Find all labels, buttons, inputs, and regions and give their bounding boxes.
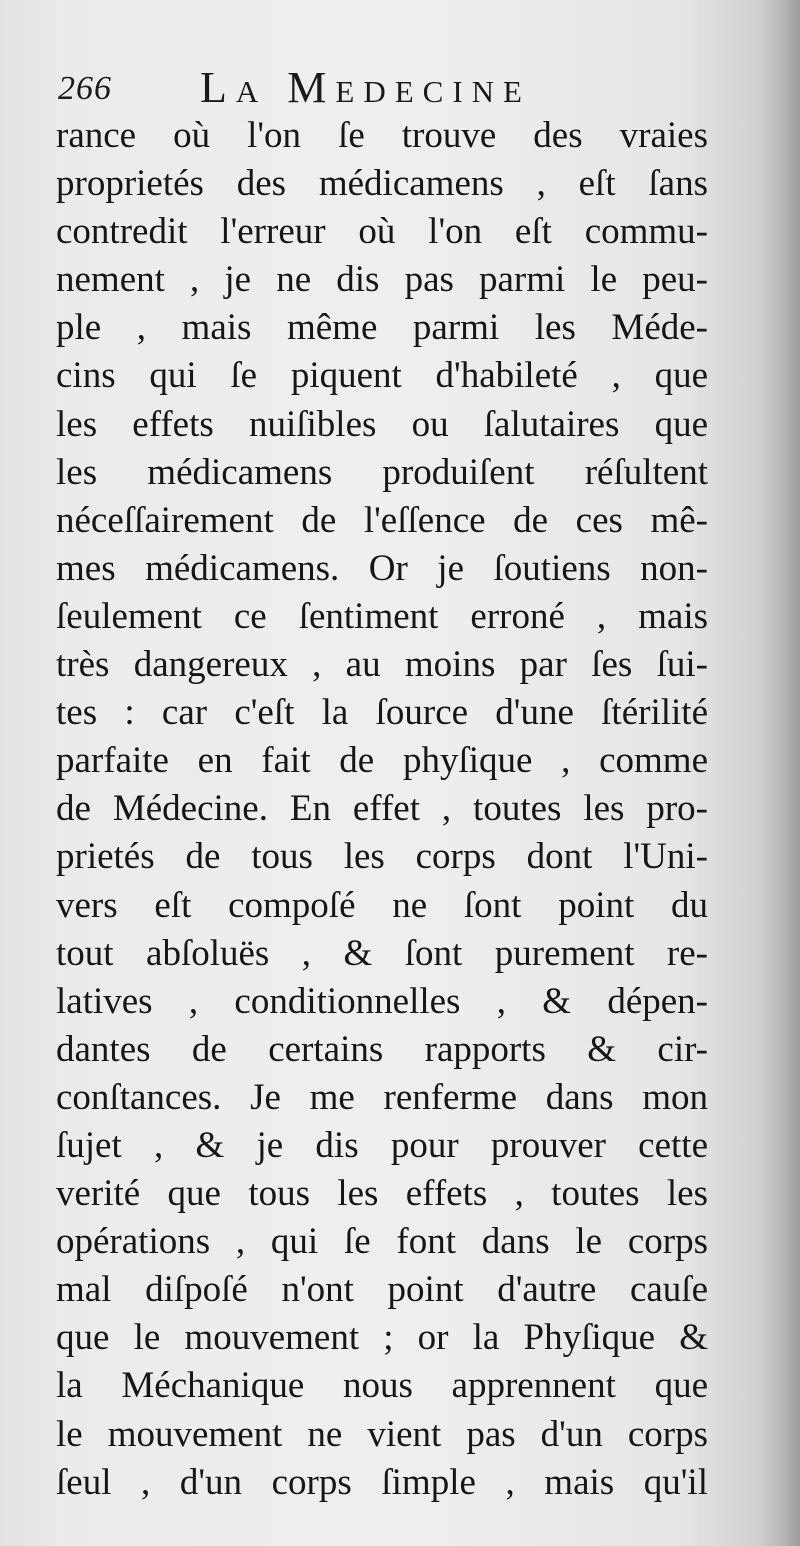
running-title: La Medecine xyxy=(200,63,531,112)
text-line: que le mouvement ; or la Phyſique & xyxy=(56,1317,708,1359)
text-line: les médicamens produiſent réſultent xyxy=(56,451,708,493)
text-line: prietés de tous les corps dont l'Uni- xyxy=(56,836,708,878)
text-line: ſujet , & je dis pour prouver cette xyxy=(56,1124,708,1166)
text-line: vers eſt compoſé ne ſont point du xyxy=(56,884,708,926)
text-line: le mouvement ne vient pas d'un corps xyxy=(56,1413,708,1455)
text-line: ſeul , d'un corps ſimple , mais qu'il xyxy=(56,1461,708,1503)
text-line: les effets nuiſibles ou ſalutaires que xyxy=(56,403,708,445)
text-line: parfaite en fait de phyſique , comme xyxy=(56,740,708,782)
text-line: dantes de certains rapports & cir- xyxy=(56,1028,708,1070)
text-line: opérations , qui ſe font dans le corps xyxy=(56,1221,708,1263)
text-line: latives , conditionnelles , & dépen- xyxy=(56,980,708,1022)
text-line: ſeulement ce ſentiment erroné , mais xyxy=(56,595,708,637)
text-line: cins qui ſe piquent d'habileté , que xyxy=(56,355,708,397)
page-number: 266 xyxy=(58,70,112,107)
text-line: proprietés des médicamens , eſt ſans xyxy=(56,163,708,205)
text-line: verité que tous les effets , toutes les xyxy=(56,1173,708,1215)
text-line: tout abſoluës , & ſont purement re- xyxy=(56,932,708,974)
text-line: néceſſairement de l'eſſence de ces mê- xyxy=(56,499,708,541)
page-edge-shadow xyxy=(760,0,800,1546)
text-line: tes : car c'eſt la ſource d'une ſtérilité xyxy=(56,692,708,734)
text-line: contredit l'erreur où l'on eſt commu- xyxy=(56,211,708,253)
text-line: ple , mais même parmi les Méde- xyxy=(56,307,708,349)
text-line: mes médicamens. Or je ſoutiens non- xyxy=(56,547,708,589)
text-line: très dangereux , au moins par ſes ſui- xyxy=(56,644,708,686)
page-header xyxy=(58,62,748,112)
text-line: conſtances. Je me renferme dans mon xyxy=(56,1076,708,1118)
text-line: rance où l'on ſe trouve des vraies xyxy=(56,115,708,156)
text-line: la Méchanique nous apprennent que xyxy=(56,1365,708,1407)
text-line: mal diſpoſé n'ont point d'autre cauſe xyxy=(56,1269,708,1311)
text-line: nement , je ne dis pas parmi le peu- xyxy=(56,259,708,301)
text-line: de Médecine. En effet , toutes les pro- xyxy=(56,788,708,830)
body-text xyxy=(56,112,708,1507)
